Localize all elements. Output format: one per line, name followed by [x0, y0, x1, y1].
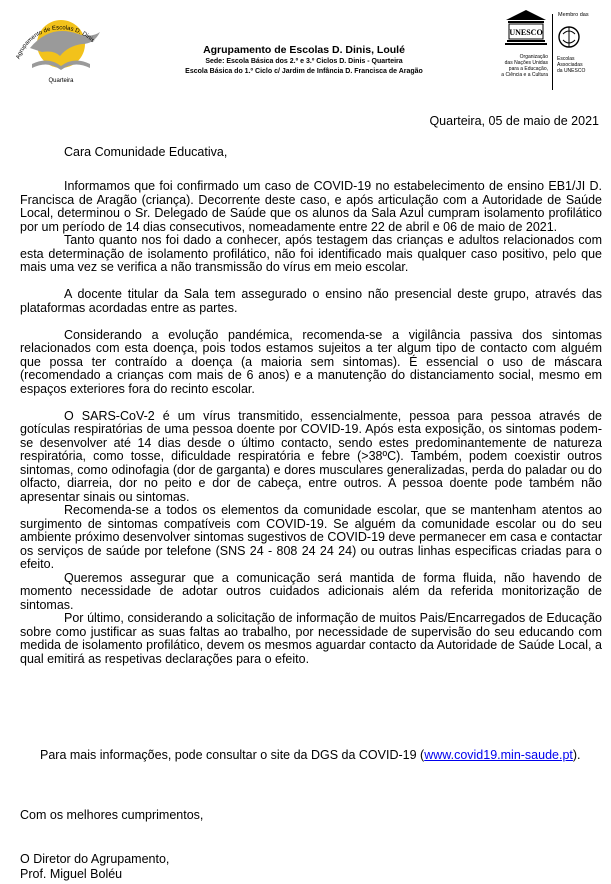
logo-arc-text: Agrupamento de Escolas D. Dinis — [15, 25, 96, 61]
escolas-line: Escolas — [557, 56, 575, 62]
school-title: Agrupamento de Escolas D. Dinis, Loulé — [203, 44, 405, 56]
signature-name: Prof. Miguel Boléu — [20, 867, 123, 881]
paragraph: Considerando a evolução pandémica, recomenda-se a vigilância passiva dos sintomas relacionados com esta doença, pois todos estamos sujeitos a ter algum tipo de contacto com alguém que possa ter contraído a doença (a maioria sem sintomas). É essencial o uso de máscara (recomendado a crianças com mais de 6 anos) e a manutenção do distanciamento social, mesmo em espaços exteriores fora do recinto escolar. — [20, 327, 602, 396]
unesco-logo — [504, 8, 548, 48]
paragraph: O SARS-CoV-2 é um vírus transmitido, essencialmente, pessoa para pessoa através de gotículas respiratórias de uma pessoa doente por COVID-19. Após esta exposição, os sintomas podem-se desenvolver até 14 dias desde o último contacto, sendo estes predominantemente de natureza respiratória, como tosse, dificuldade respiratória e febre (>38ºC). Também, podem coexistir outros sintomas, como odinofagia (dor de garganta) e dores musculares generalizadas, perda do paladar ou do olfacto, diarreia, dor no peito e dor de cabeça, entre outros. A pessoa doente pode também não apresentar sinais ou sintomas. — [20, 408, 602, 504]
unesco-line: para a Educação, — [508, 66, 548, 72]
info-suffix: ). — [572, 748, 581, 762]
escolas-associadas-logo — [557, 22, 581, 52]
escolas-caption — [557, 56, 609, 74]
unesco-wordmark: UNESCO — [509, 28, 543, 37]
escolas-line: Associadas — [557, 62, 583, 68]
letter-body — [20, 180, 602, 666]
dgs-link[interactable]: www.covid19.min-saude.pt — [424, 748, 573, 762]
closing: Com os melhores cumprimentos, — [20, 808, 204, 822]
paragraph: Queremos assegurar que a comunicação será mantida de forma fluida, não havendo de momento necessidade de adotar outros cuidados adicionais além da referida monitorização de sintomas. — [20, 570, 602, 612]
membro-label: Membro das — [558, 12, 589, 18]
paragraph: Recomenda-se a todos os elementos da comunidade escolar, que se mantenham atentos ao surgimento de sintomas compatíveis com COVID-19. Se alguém da comunidade escolar ou do seu ambiente próximo desenvolver sintomas sugestivos de COVID-19 deve permanecer em casa e contactar os serviços de saúde por telefone (SNS 24 - 808 24 24 24) ou outras linhas especificas criadas para o efeito. — [20, 503, 602, 571]
school-subtitle-1: Sede: Escola Básica dos 2.º e 3.º Ciclos D. Dinis - Quarteira — [205, 58, 403, 65]
paragraph: A docente titular da Sala tem assegurado o ensino não presencial deste grupo, através das plataformas acordadas entre as partes. — [20, 287, 602, 315]
info-line — [40, 748, 600, 763]
signature-block — [20, 852, 169, 882]
signature-role: O Diretor do Agrupamento, — [20, 852, 170, 866]
unesco-line: a Ciência e a Cultura — [501, 72, 548, 78]
letter-date: Quarteira, 05 de maio de 2021 — [429, 114, 599, 128]
paragraph: Tanto quanto nos foi dado a conhecer, após testagem das crianças e adultos relacionados com esta determinação de isolamento profilático, não foi identificado mais qualquer caso positivo, pelo que mais uma vez se verifica a não transmissão do vírus em meio escolar. — [20, 233, 602, 274]
salutation: Cara Comunidade Educativa, — [64, 145, 228, 159]
paragraph: Por último, considerando a solicitação de informação de muitos Pais/Encarregados de Educação sobre como justificar as suas faltas ao trabalho, por necessidade de supervisão do seu educando com medida de isolamento profilático, devem os mesmos aguardar contacto da Autoridade de Saúde Local, a qual emitirá as respetivas declarações para o efeito. — [20, 611, 602, 666]
unesco-line: das Nações Unidas — [504, 60, 548, 66]
header-divider — [552, 14, 553, 90]
school-subtitle-2: Escola Básica do 1.º Ciclo c/ Jardim de Infância D. Francisca de Aragão — [185, 67, 423, 75]
unesco-caption — [470, 54, 548, 78]
school-logo — [8, 4, 114, 88]
letterhead — [118, 44, 490, 76]
unesco-line: Organização — [519, 54, 548, 60]
info-prefix: Para mais informações, pode consultar o site da DGS da COVID-19 ( — [40, 748, 425, 762]
escolas-line: da UNESCO — [557, 68, 586, 74]
paragraph: Informamos que foi confirmado um caso de COVID-19 no estabelecimento de ensino EB1/JI D. Francisca de Aragão (criança). Decorrente deste caso, e após articulação com a Autoridade de Saúde Local, determinou o Sr. Delegado de Saúde que os alunos da Sala Azul cumpram isolamento profilático por um período de 14 dias consecutivos, nomeadamente entre 22 de abril e 06 de maio de 2021. — [20, 179, 602, 234]
logo-bottom-text: Quarteira — [48, 78, 74, 84]
